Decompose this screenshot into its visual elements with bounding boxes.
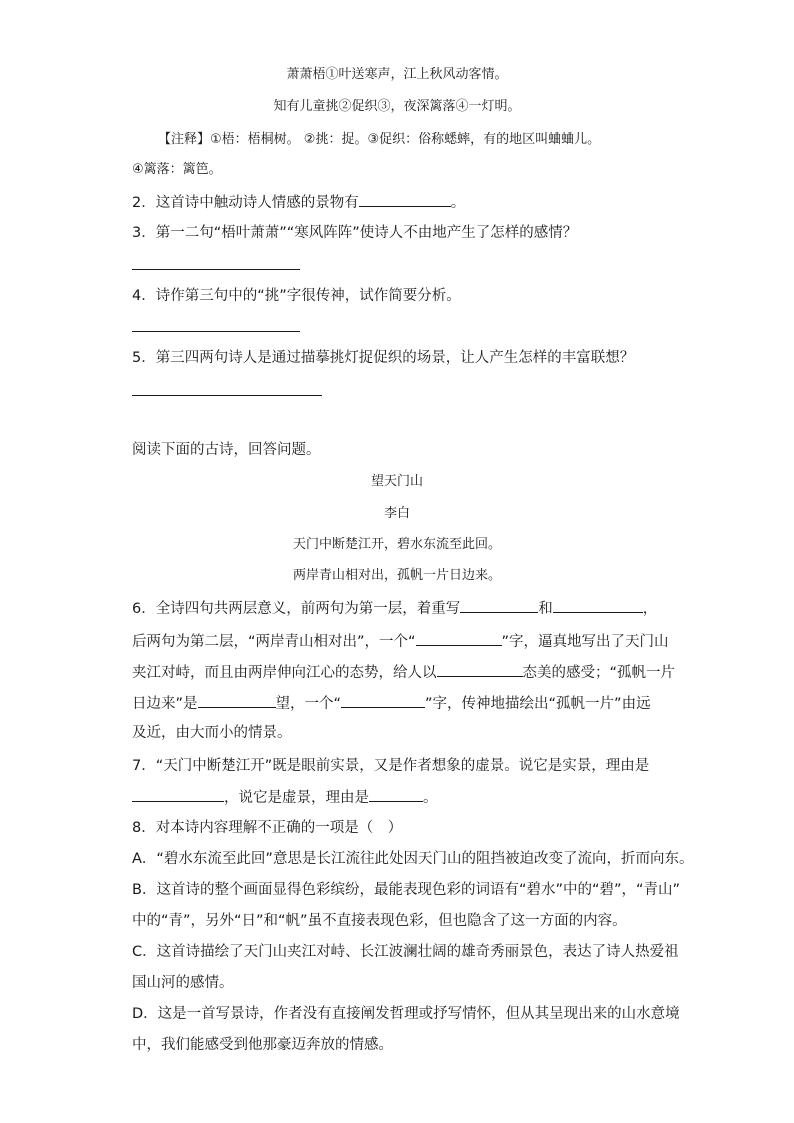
q6-text-g: 态美的感受；“孤帆一片 [522, 665, 676, 681]
q8-option-b-line2: 中的“青”，另外“日”和“帆”虽不直接表现色彩，但也隐含了这一方面的内容。 [132, 913, 627, 929]
q6-text-j: ”字，传神地描绘出“孤帆一片”由远 [425, 696, 651, 712]
q6-blank-2[interactable] [553, 598, 643, 613]
question-7-line1: 7．“天门中断楚江开”既是眼前实景，又是作者想象的虚景。说它是实景，理由是 [132, 758, 650, 774]
q3-answer-line[interactable] [132, 269, 300, 270]
question-4: 4．诗作第三句中的“挑”字很传神，试作简要分析。 [132, 288, 461, 304]
q5-answer-line[interactable] [132, 395, 322, 396]
q2-answer-blank[interactable] [359, 192, 451, 207]
q6-blank-5[interactable] [198, 693, 276, 708]
poem2-line2: 两岸青山相对出，孤帆一片日边来。 [292, 568, 501, 583]
q6-text-d: 后两句为第二层，“两岸青山相对出”，一个“ [132, 634, 416, 650]
q6-text-h: 日边来”是 [132, 696, 198, 712]
poem2-author: 李白 [383, 506, 410, 521]
q6-text-a: 6．全诗四句共两层意义，前两句为第一层，着重写 [132, 601, 461, 617]
q6-blank-3[interactable] [416, 631, 502, 646]
q2-text: 2．这首诗中触动诗人情感的景物有 [132, 195, 359, 211]
q7-blank-1[interactable] [132, 787, 224, 802]
poem1-line1: 萧萧梧①叶送寒声，江上秋风动客情。 [286, 67, 508, 82]
poem1-notes-line1: 【注释】①梧：梧桐树。 ②挑：捉。③促织：俗称蟋蟀，有的地区叫蛐蛐儿。 [158, 132, 601, 147]
q6-text-e: ”字，逼真地写出了天门山 [501, 634, 669, 650]
q6-blank-1[interactable] [460, 598, 538, 613]
section-intro: 阅读下面的古诗，回答问题。 [132, 442, 321, 458]
q8-option-c-line2: 国山河的感情。 [132, 975, 234, 991]
q2-post: 。 [450, 195, 466, 211]
question-6-line1 [132, 598, 657, 619]
q7-text-b: ，说它是虚景，理由是 [224, 790, 369, 806]
question-5: 5．第三四两句诗人是通过描摹挑灯捉促织的场景，让人产生怎样的丰富联想？ [132, 350, 635, 366]
q8-option-d-line2: 中，我们能感受到他那豪迈奔放的情感。 [132, 1037, 393, 1053]
q7-text-c: 。 [423, 790, 438, 806]
q6-text-c: ， [642, 601, 658, 617]
question-7-line2 [132, 787, 438, 808]
q6-blank-6[interactable] [341, 693, 425, 708]
poem1-line2: 知有儿童挑②促织③，夜深篱落④一灯明。 [273, 99, 521, 114]
q8-option-c-line1[interactable]: C．这首诗描绘了天门山夹江对峙、长江波澜壮阔的雄奇秀丽景色，表达了诗人热爱祖 [132, 944, 679, 960]
poem1-notes-line2: ④篱落：篱笆。 [132, 162, 222, 177]
q6-text-b: 和 [538, 601, 553, 617]
q8-option-b-line1[interactable]: B．这首诗的整个画面显得色彩缤纷，最能表现色彩的词语有“碧水”中的“碧”，“青山” [132, 882, 681, 898]
q7-blank-2[interactable] [369, 787, 423, 802]
question-8-stem: 8．对本诗内容理解不正确的一项是（ ） [132, 820, 403, 836]
q8-option-a[interactable]: A．“碧水东流至此回”意思是长江流往此处因天门山的阻挡被迫改变了流向，折而向东。 [132, 851, 694, 867]
question-6-line4 [132, 693, 651, 714]
question-6-line3 [132, 662, 675, 683]
q6-text-i: 望，一个“ [275, 696, 342, 712]
question-6-line5: 及近，由大而小的情景。 [132, 725, 292, 741]
q6-text-f: 夹江对峙，而且由两岸伸向江心的态势，给人以 [132, 665, 437, 681]
poem2-line1: 天门中断楚江开，碧水东流至此回。 [292, 537, 501, 552]
poem2-title: 望天门山 [370, 474, 423, 489]
question-6-line2 [132, 631, 669, 652]
q4-answer-line[interactable] [132, 331, 300, 332]
q8-option-d-line1[interactable]: D．这是一首写景诗，作者没有直接阐发哲理或抒写情怀，但从其呈现出来的山水意境 [132, 1006, 680, 1022]
question-2 [132, 192, 465, 213]
q6-blank-4[interactable] [437, 662, 523, 677]
question-3: 3．第一二句“梧叶萧萧”“寒风阵阵”使诗人不由地产生了怎样的感情？ [132, 225, 578, 241]
